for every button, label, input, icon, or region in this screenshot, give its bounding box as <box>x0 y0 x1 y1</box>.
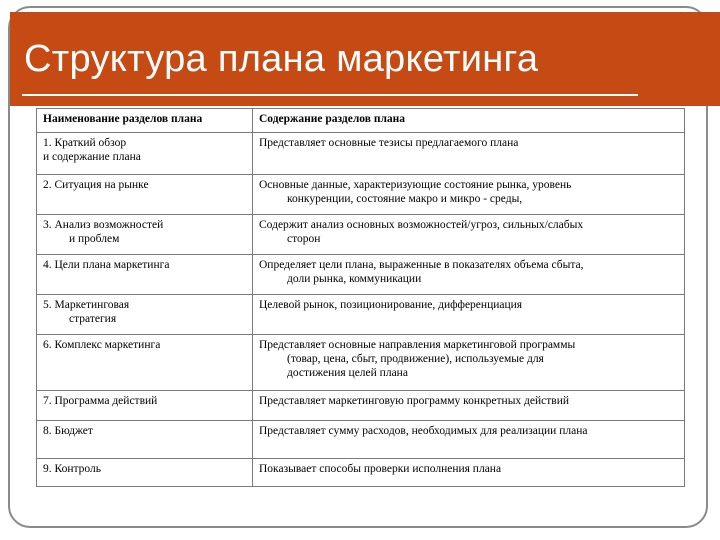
title-bar <box>10 12 720 106</box>
section-name-cell <box>37 459 253 487</box>
section-content-cell <box>253 215 685 255</box>
section-content-line: Представляет основные направления маркетинговой программы <box>259 339 576 351</box>
section-name-cell <box>37 335 253 391</box>
table-row <box>37 391 685 421</box>
title-underline <box>22 94 638 96</box>
section-name-cell <box>37 295 253 335</box>
section-content-line: (товар, цена, сбыт, продвижение), используемые для <box>287 353 544 365</box>
section-content-cell <box>253 133 685 175</box>
section-content-cell <box>253 175 685 215</box>
table-row <box>37 421 685 459</box>
section-name-line: 8. Бюджет <box>43 425 93 437</box>
section-content-cell <box>253 421 685 459</box>
section-content-line: сторон <box>287 233 321 245</box>
header-section-name: Наименование разделов плана <box>37 109 253 133</box>
section-name-cell <box>37 255 253 295</box>
section-content-line: достижения целей плана <box>287 367 408 379</box>
header-section-content: Содержание разделов плана <box>253 109 685 133</box>
section-content-line: Представляет маркетинговую программу конкретных действий <box>259 395 570 407</box>
table-row <box>37 215 685 255</box>
section-content-cell <box>253 391 685 421</box>
section-name-line: 5. Маркетинговая <box>43 299 130 311</box>
table-row <box>37 133 685 175</box>
table-row <box>37 335 685 391</box>
table-row <box>37 175 685 215</box>
section-name-line: 6. Комплекс маркетинга <box>43 339 161 351</box>
section-content-cell <box>253 255 685 295</box>
section-name-cell <box>37 175 253 215</box>
section-content-cell <box>253 335 685 391</box>
section-name-line: стратегия <box>69 313 117 325</box>
section-content-line: Основные данные, характеризующие состояние рынка, уровень <box>259 179 572 191</box>
marketing-plan-table <box>36 108 685 487</box>
section-content-line: доли рынка, коммуникации <box>287 273 422 285</box>
section-name-line: и проблем <box>69 233 120 245</box>
section-content-line: Содержит анализ основных возможностей/угроз, сильных/слабых <box>259 219 584 231</box>
section-name-line: 1. Краткий обзор <box>43 137 127 149</box>
section-name-line: 3. Анализ возможностей <box>43 219 164 231</box>
section-name-cell <box>37 133 253 175</box>
section-content-line: Представляет сумму расходов, необходимых для реализации плана <box>259 425 588 437</box>
section-content-line: Целевой рынок, позиционирование, дифференциация <box>259 299 523 311</box>
section-content-line: Показывает способы проверки исполнения плана <box>259 463 502 475</box>
section-content-line: Представляет основные тезисы предлагаемого плана <box>259 137 519 149</box>
section-name-line: 7. Программа действий <box>43 395 158 407</box>
table-row <box>37 255 685 295</box>
section-content-line: конкуренции, состояние макро и микро - среды, <box>287 193 523 205</box>
section-name-cell <box>37 215 253 255</box>
section-name-cell <box>37 421 253 459</box>
section-name-line: 4. Цели плана маркетинга <box>43 259 170 271</box>
slide-title: Структура плана маркетинга <box>24 38 539 80</box>
section-content-cell <box>253 459 685 487</box>
table-row <box>37 295 685 335</box>
section-content-cell <box>253 295 685 335</box>
section-name-cell <box>37 391 253 421</box>
table-row <box>37 459 685 487</box>
section-name-line: 9. Контроль <box>43 463 101 475</box>
section-name-line: и содержание плана <box>43 151 141 163</box>
section-name-line: 2. Ситуация на рынке <box>43 179 149 191</box>
section-content-line: Определяет цели плана, выраженные в показателях объема сбыта, <box>259 259 584 271</box>
table-header-row <box>37 109 685 133</box>
